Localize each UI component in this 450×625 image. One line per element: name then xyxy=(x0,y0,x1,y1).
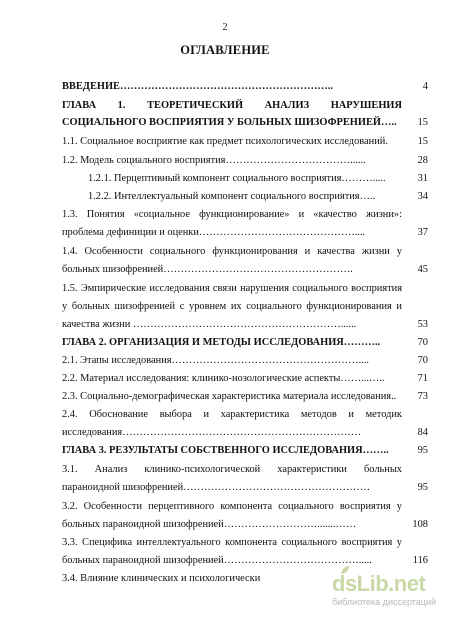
toc-entry-1-3-line2: проблема дефиниции и оценки……………………………………….... xyxy=(62,227,366,238)
toc-entry-3-4: 3.4. Влияние клинических и психологически xyxy=(62,573,261,584)
toc-entry-1-2-1: 1.2.1. Перцептивный компонент социального восприятия………..... xyxy=(88,173,386,184)
toc-entry-2-2: 2.2. Материал исследования: клинико-нозологические аспекты……...….. xyxy=(62,373,385,384)
watermark-logo: dsLib.net xyxy=(332,571,426,596)
toc-entry-2-4-line1: 2.4. Обоснование выбора и характеристика методов и методик xyxy=(62,409,402,420)
toc-entry-chapter2: ГЛАВА 2. ОРГАНИЗАЦИЯ И МЕТОДЫ ИССЛЕДОВАНИЯ……….. xyxy=(62,337,381,348)
toc-page-1-2-2: 34 xyxy=(417,191,428,202)
toc-page-3-1: 95 xyxy=(417,482,428,493)
toc-entry-2-3: 2.3. Социально-демографическая характеристика материала исследования.. xyxy=(62,391,397,402)
toc-entry-3-2-line2: больных параноидной шизофренией……………………….......…… xyxy=(62,519,357,530)
toc-page-chapter1: 15 xyxy=(417,117,428,128)
toc-page-chapter3: 95 xyxy=(417,445,428,456)
toc-page-2-1: 70 xyxy=(417,355,428,366)
toc-page-1-5: 53 xyxy=(417,319,428,330)
watermark-subtitle: библиотека диссертаций xyxy=(332,597,437,607)
toc-entry-3-3-line1: 3.3. Специфика интеллектуального компонента социального восприятия у xyxy=(62,537,402,548)
toc-page-2-2: 71 xyxy=(417,373,428,384)
toc-entry-chapter3: ГЛАВА 3. РЕЗУЛЬТАТЫ СОБСТВЕННОГО ИССЛЕДОВАНИЯ…….. xyxy=(62,445,389,456)
toc-entry-3-1-line1: 3.1. Анализ клинико-психологической характеристики больных xyxy=(62,464,402,475)
toc-page-1-2: 28 xyxy=(417,155,428,166)
toc-entry-3-1-line2: параноидной шизофренией……………………………………………… xyxy=(62,482,371,493)
toc-entry-2-4-line2: исследования…………………………………………………………… xyxy=(62,427,362,438)
toc-entry-2-1: 2.1. Этапы исследования……………………………………………….... xyxy=(62,355,369,366)
toc-entry-1-5-line1: 1.5. Эмпирические исследования связи нарушения социального восприятия xyxy=(62,283,402,294)
toc-entry-chapter1-line1: ГЛАВА 1. ТЕОРЕТИЧЕСКИЙ АНАЛИЗ НАРУШЕНИЯ xyxy=(62,100,402,111)
toc-page-1-1: 15 xyxy=(417,136,428,147)
watermark xyxy=(332,571,442,619)
toc-entry-introduction: ВВЕДЕНИЕ…………………………………………………….. xyxy=(62,81,333,92)
toc-page-introduction: 4 xyxy=(422,81,428,92)
toc-entry-1-2: 1.2. Модель социального восприятия………………………………...... xyxy=(62,155,366,166)
toc-entry-1-5-line2: у больных шизофренией с уровнем их социального функционирования и xyxy=(62,301,402,312)
toc-title: ОГЛАВЛЕНИЕ xyxy=(180,43,270,57)
toc-entry-3-2-line1: 3.2. Особенности перцептивного компонента социального восприятия у xyxy=(62,501,402,512)
toc-entry-chapter1-line2: СОЦИАЛЬНОГО ВОСПРИЯТИЯ У БОЛЬНЫХ ШИЗОФРЕНИЕЙ….. xyxy=(62,117,397,128)
toc-entry-1-3-line1: 1.3. Понятия «социальное функционирование» и «качество жизни»: xyxy=(62,209,402,220)
toc-entry-1-2-2: 1.2.2. Интеллектуальный компонент социального восприятия….. xyxy=(88,191,376,202)
toc-page-1-4: 45 xyxy=(417,264,428,275)
toc-page-2-3: 73 xyxy=(417,391,428,402)
toc-entry-1-4-line1: 1.4. Особенности социального функционирования и качества жизни у xyxy=(62,246,402,257)
toc-entry-1-1: 1.1. Социальное восприятие как предмет психологических исследований. xyxy=(62,136,388,147)
toc-entry-1-4-line2: больных шизофренией………………………………………………. xyxy=(62,264,353,275)
toc-entry-1-5-line3: качества жизни ……………………………………………………...... xyxy=(62,319,357,330)
toc-page-2-4: 84 xyxy=(417,427,428,438)
toc-page-1-2-1: 31 xyxy=(417,173,428,184)
page-number: 2 xyxy=(222,22,228,33)
toc-page-3-2: 108 xyxy=(412,519,428,530)
toc-entry-3-3-line2: больных параноидной шизофренией…………………………………..... xyxy=(62,555,372,566)
toc-page-chapter2: 70 xyxy=(417,337,428,348)
toc-page-3-3: 116 xyxy=(412,555,428,566)
toc-page-1-3: 37 xyxy=(417,227,428,238)
